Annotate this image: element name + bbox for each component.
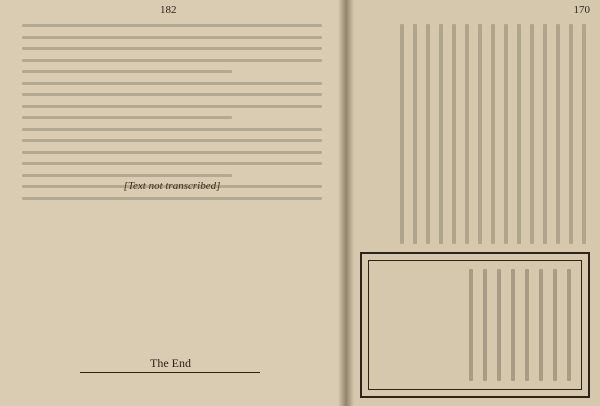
end-rule [80,372,260,373]
end-marker: The End [150,356,191,370]
right-vertical-text-placeholder [366,24,586,244]
right-page [346,0,600,406]
right-page-number: 170 [573,4,590,16]
colophon-text-placeholder [368,260,582,390]
left-page-number: 182 [160,4,177,16]
colophon-box [360,252,590,398]
book-gutter [338,0,354,406]
left-placeholder-note: [Text not transcribed] [123,180,221,192]
